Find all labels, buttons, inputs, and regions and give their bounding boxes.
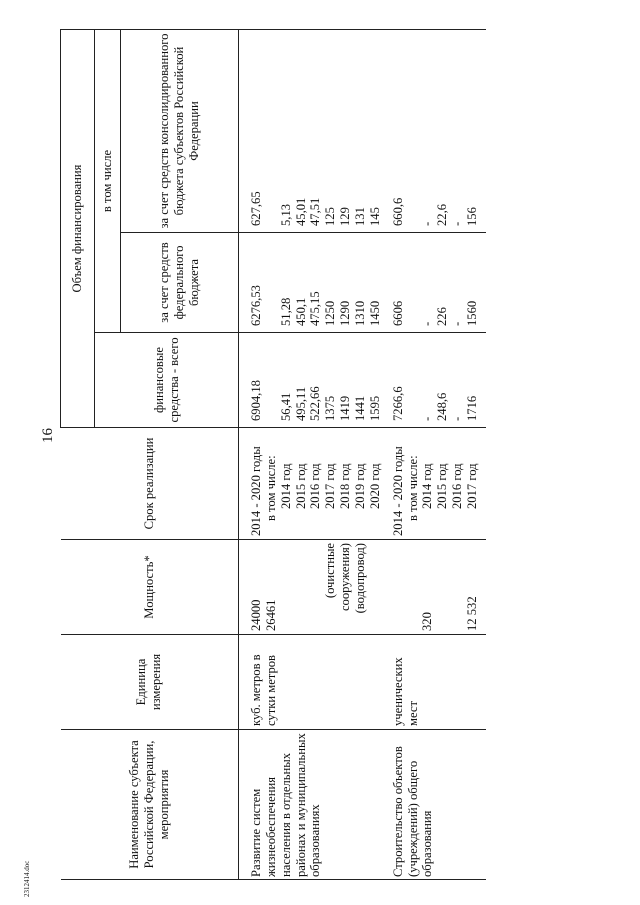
header-including: в том числе bbox=[95, 30, 121, 333]
regional-cell: 129 bbox=[338, 30, 353, 233]
header-federal: за счет средств федерального бюджета bbox=[121, 233, 239, 333]
regional-cell: 125 bbox=[323, 30, 338, 233]
table-header bbox=[61, 30, 239, 880]
header-capacity: Мощность* bbox=[61, 540, 239, 635]
capacity-note: сооружения) bbox=[338, 543, 353, 612]
regional-cell: 660,6 bbox=[383, 30, 406, 233]
federal-cell: 1560 bbox=[465, 233, 486, 333]
funding-table bbox=[60, 29, 486, 880]
section-unit: ученических мест bbox=[383, 635, 486, 730]
period-cell: 2017 год bbox=[323, 428, 338, 540]
capacity-cell bbox=[338, 540, 353, 635]
capacity-cell bbox=[308, 540, 323, 635]
section-name: Развитие систем жизнеобеспечения населения в отдельных районах и муниципальных образованиях bbox=[239, 730, 383, 880]
header-name: Наименование субъекта Российской Федерации, мероприятия bbox=[61, 730, 239, 880]
period-cell: 2014 год bbox=[420, 428, 435, 540]
period-cell: 2016 год bbox=[450, 428, 465, 540]
total-cell: 248,6 bbox=[435, 333, 450, 428]
header-funding: Объем финансирования bbox=[61, 30, 95, 428]
period-cell: 2014 - 2020 годы bbox=[383, 428, 406, 540]
federal-cell: 51,28 bbox=[279, 233, 294, 333]
capacity-note: (очистные bbox=[323, 543, 338, 599]
federal-cell: 6276,53 bbox=[239, 233, 264, 333]
capacity-cell bbox=[465, 540, 486, 635]
capacity-cell bbox=[383, 540, 406, 635]
capacity-value: 320 bbox=[420, 612, 435, 631]
total-cell: 7266,6 bbox=[383, 333, 406, 428]
period-cell: 2015 год bbox=[435, 428, 450, 540]
capacity-cell bbox=[239, 540, 264, 635]
federal-cell: 1290 bbox=[338, 233, 353, 333]
regional-cell bbox=[406, 30, 421, 233]
regional-cell: 45,01 bbox=[294, 30, 309, 233]
total-cell: 1419 bbox=[338, 333, 353, 428]
total-cell: 1375 bbox=[323, 333, 338, 428]
federal-cell: 6606 bbox=[383, 233, 406, 333]
capacity-cell bbox=[420, 540, 435, 635]
total-cell: - bbox=[420, 333, 435, 428]
federal-cell bbox=[264, 233, 279, 333]
capacity-note: (водопровод) bbox=[353, 543, 368, 614]
capacity-cell bbox=[264, 540, 279, 635]
period-cell: 2016 год bbox=[308, 428, 323, 540]
period-cell: 2014 - 2020 годы bbox=[239, 428, 264, 540]
total-cell bbox=[406, 333, 421, 428]
table-row bbox=[239, 30, 264, 880]
period-cell: в том числе: bbox=[406, 428, 421, 540]
capacity-value: 12 532 bbox=[465, 596, 480, 631]
federal-cell: 475,15 bbox=[308, 233, 323, 333]
regional-cell: 145 bbox=[368, 30, 383, 233]
federal-cell: 1310 bbox=[353, 233, 368, 333]
period-cell: 2017 год bbox=[465, 428, 486, 540]
capacity-cell bbox=[279, 540, 294, 635]
total-cell: - bbox=[450, 333, 465, 428]
total-cell: 1595 bbox=[368, 333, 383, 428]
capacity-cell bbox=[294, 540, 309, 635]
regional-cell: - bbox=[420, 30, 435, 233]
total-cell: 1716 bbox=[465, 333, 486, 428]
federal-cell: - bbox=[420, 233, 435, 333]
capacity-value: 24000 bbox=[249, 599, 263, 631]
period-cell: в том числе: bbox=[264, 428, 279, 540]
header-total: финансовые средства - всего bbox=[95, 333, 239, 428]
total-cell: 1441 bbox=[353, 333, 368, 428]
regional-cell: 156 bbox=[465, 30, 486, 233]
period-cell: 2020 год bbox=[368, 428, 383, 540]
capacity-cell bbox=[353, 540, 368, 635]
federal-cell: 1450 bbox=[368, 233, 383, 333]
federal-cell: 226 bbox=[435, 233, 450, 333]
capacity-cell bbox=[435, 540, 450, 635]
period-cell: 2019 год bbox=[353, 428, 368, 540]
federal-cell: - bbox=[450, 233, 465, 333]
period-cell: 2014 год bbox=[279, 428, 294, 540]
capacity-cell bbox=[368, 540, 383, 635]
regional-cell: 131 bbox=[353, 30, 368, 233]
regional-cell: 627,65 bbox=[239, 30, 264, 233]
regional-cell: - bbox=[450, 30, 465, 233]
federal-cell: 1250 bbox=[323, 233, 338, 333]
section-name: Строительство объектов (учреждений) общего образования bbox=[383, 730, 486, 880]
regional-cell: 47,51 bbox=[308, 30, 323, 233]
period-cell: 2015 год bbox=[294, 428, 309, 540]
total-cell: 495,11 bbox=[294, 333, 309, 428]
capacity-cell bbox=[323, 540, 338, 635]
capacity-value: 26461 bbox=[263, 599, 278, 631]
regional-cell: 5,13 bbox=[279, 30, 294, 233]
header-regional: за счет средств консолидированного бюджета субъектов Российской Федерации bbox=[121, 30, 239, 233]
regional-cell: 22,6 bbox=[435, 30, 450, 233]
total-cell: 6904,18 bbox=[239, 333, 264, 428]
section-unit: куб. метров в сутки метров bbox=[239, 635, 383, 730]
period-cell: 2018 год bbox=[338, 428, 353, 540]
capacity-cell bbox=[450, 540, 465, 635]
header-period: Срок реализации bbox=[61, 428, 239, 540]
federal-cell: 450,1 bbox=[294, 233, 309, 333]
capacity-cell bbox=[406, 540, 421, 635]
total-cell bbox=[264, 333, 279, 428]
header-unit: Единица измерения bbox=[61, 635, 239, 730]
regional-cell bbox=[264, 30, 279, 233]
table-body bbox=[239, 30, 486, 880]
document-code: 2312414.doc bbox=[23, 860, 31, 897]
table-row bbox=[383, 30, 406, 880]
page-number: 16 bbox=[40, 428, 56, 443]
total-cell: 522,66 bbox=[308, 333, 323, 428]
federal-cell bbox=[406, 233, 421, 333]
rotated-table-container bbox=[60, 30, 605, 880]
total-cell: 56,41 bbox=[279, 333, 294, 428]
